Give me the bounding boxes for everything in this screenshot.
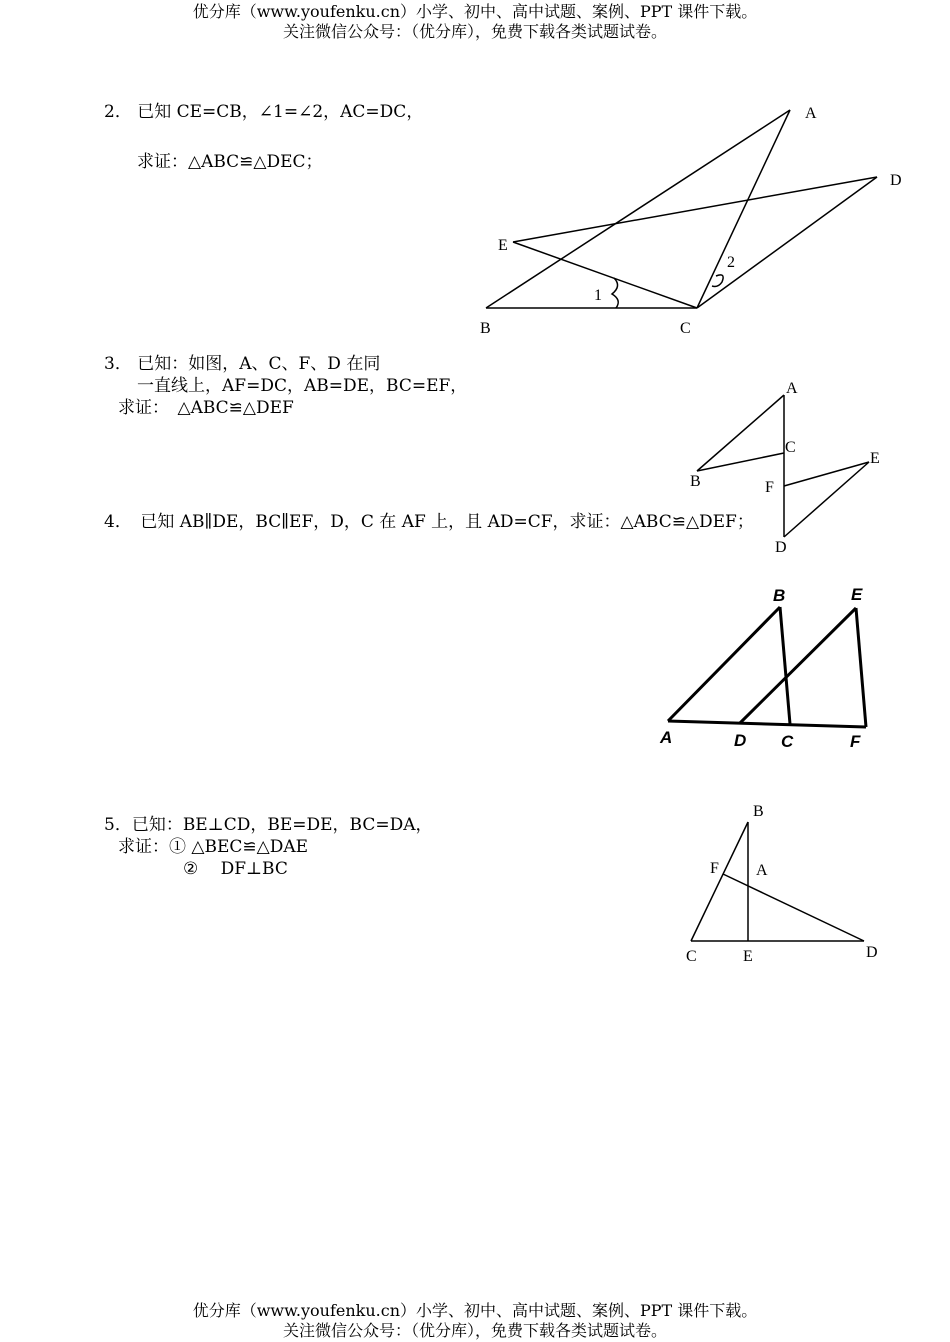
p3-label-c: C [785,439,796,456]
problem-2-given: 2． 已知 CE=CB，∠1=∠2，AC=DC， [104,102,424,122]
header-line-1: 优分库（www.youfenku.cn）小学、初中、高中试题、案例、PPT 课件下载。 [192,2,758,21]
problem-3-given-2: 一直线上，AF=DC，AB=DE，BC=EF， [137,376,468,396]
p4-label-c: C [781,732,794,751]
problem-5-given: 5．已知：BE⊥CD，BE=DE，BC=DA， [104,815,433,835]
p5-label-a: A [756,862,768,879]
p4-label-a: A [660,728,673,747]
problem-5-prove-2: ② DF⊥BC [183,859,288,879]
p4-label-d: D [734,731,747,750]
p3-label-a: A [786,380,798,397]
p2-label-a: A [805,105,817,122]
problem-3-prove: 求证： △ABC≌△DEF [118,398,294,418]
p5-label-f: F [710,860,719,877]
p2-label-2: 2 [727,254,735,271]
problem-4-statement: 4． 已知 AB∥DE，BC∥EF，D，C 在 AF 上，且 AD=CF，求证：△ABC≌△DEF； [104,512,754,532]
p2-label-b: B [480,320,491,337]
p3-label-b: B [690,473,701,490]
p4-label-b: B [773,586,786,605]
p2-label-e: E [498,237,508,254]
p5-label-e: E [743,948,753,965]
p5-label-c: C [686,948,697,965]
p3-label-e: E [870,450,880,467]
p4-label-f: F [850,732,861,751]
p4-label-e: E [851,585,863,604]
p2-label-d: D [890,172,902,189]
p2-label-c: C [680,320,691,337]
p3-label-f: F [765,479,774,496]
footer-line-1: 优分库（www.youfenku.cn）小学、初中、高中试题、案例、PPT 课件下载。 [192,1301,758,1320]
problem-3-given-1: 3． 已知：如图，A、C、F、D 在同 [104,354,381,374]
p2-label-1: 1 [594,287,602,304]
p3-label-d: D [775,539,787,556]
footer-line-2: 关注微信公众号：（优分库），免费下载各类试题试卷。 [282,1321,667,1340]
problem-2-prove: 求证：△ABC≌△DEC； [137,152,323,172]
p5-label-b: B [753,803,764,820]
problem-5-prove-1: 求证：① △BEC≌△DAE [118,837,309,857]
p5-label-d: D [866,944,878,961]
header-line-2: 关注微信公众号：（优分库），免费下载各类试题试卷。 [282,22,667,41]
